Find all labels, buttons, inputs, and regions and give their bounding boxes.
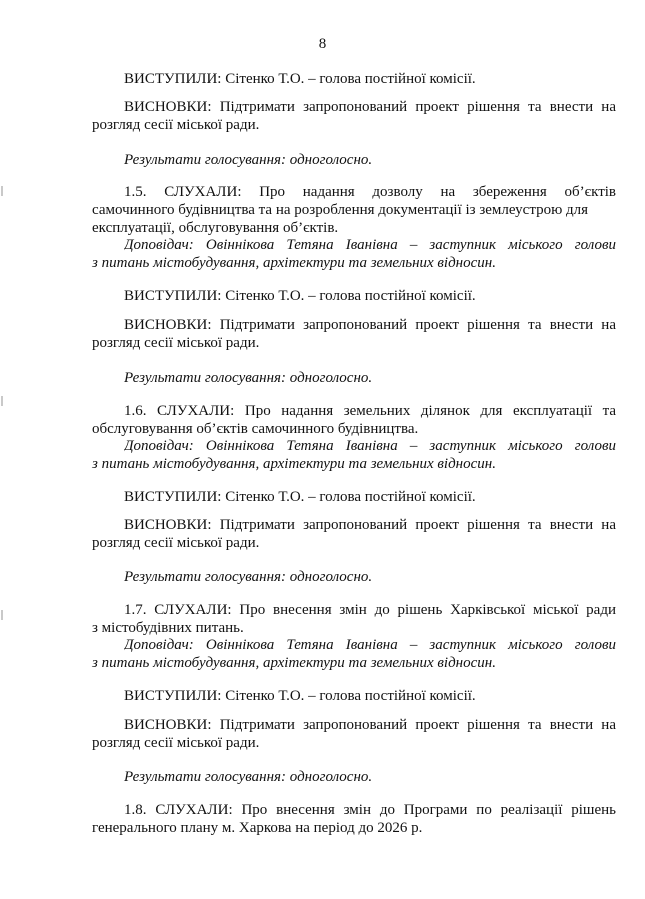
scan-artifact <box>1 396 3 406</box>
speaker-line: з питань містобудування, архітектури та земельних відносин. <box>92 456 496 472</box>
scan-artifact <box>1 610 3 620</box>
heard-line: 1.6. СЛУХАЛИ: Про надання земельних ділянок для експлуатації та <box>124 403 616 419</box>
heard-line: 1.5. СЛУХАЛИ: Про надання дозволу на збереження об’єктів <box>124 184 616 200</box>
heard-line: обслуговування об’єктів самочинного будівництва. <box>92 421 419 437</box>
conclusions-line: розгляд сесії міської ради. <box>92 535 260 551</box>
speaker-line: Доповідач: Овіннікова Тетяна Іванівна – заступник міського голови <box>124 438 616 454</box>
speaker-line: з питань містобудування, архітектури та земельних відносин. <box>92 655 496 671</box>
speakers-line: ВИСТУПИЛИ: Сітенко Т.О. – голова постійної комісії. <box>124 489 476 505</box>
speaker-line: Доповідач: Овіннікова Тетяна Іванівна – заступник міського голови <box>124 237 616 253</box>
heard-line: самочинного будівництва та на розроблення документації із землеустрою для <box>92 202 589 218</box>
speakers-line: ВИСТУПИЛИ: Сітенко Т.О. – голова постійної комісії. <box>124 71 476 87</box>
conclusions-line: ВИСНОВКИ: Підтримати запропонований проект рішення та внести на <box>124 717 616 733</box>
conclusions-line: ВИСНОВКИ: Підтримати запропонований проект рішення та внести на <box>124 99 616 115</box>
voting-results: Результати голосування: одноголосно. <box>124 769 373 785</box>
heard-line: 1.8. СЛУХАЛИ: Про внесення змін до Програми по реалізації рішень <box>124 802 616 818</box>
conclusions-line: ВИСНОВКИ: Підтримати запропонований проект рішення та внести на <box>124 317 616 333</box>
heard-line: з містобудівних питань. <box>92 620 244 636</box>
scan-artifact <box>1 186 3 196</box>
heard-line: генерального плану м. Харкова на період до 2026 р. <box>92 820 423 836</box>
speakers-line: ВИСТУПИЛИ: Сітенко Т.О. – голова постійної комісії. <box>124 688 476 704</box>
conclusions-line: розгляд сесії міської ради. <box>92 117 260 133</box>
speaker-line: Доповідач: Овіннікова Тетяна Іванівна – заступник міського голови <box>124 637 616 653</box>
speakers-line: ВИСТУПИЛИ: Сітенко Т.О. – голова постійної комісії. <box>124 288 476 304</box>
heard-line: 1.7. СЛУХАЛИ: Про внесення змін до рішень Харківської міської ради <box>124 602 616 618</box>
conclusions-line: розгляд сесії міської ради. <box>92 735 260 751</box>
voting-results: Результати голосування: одноголосно. <box>124 569 373 585</box>
heard-line: експлуатації, обслуговування об’єктів. <box>92 220 339 236</box>
voting-results: Результати голосування: одноголосно. <box>124 370 373 386</box>
conclusions-line: розгляд сесії міської ради. <box>92 335 260 351</box>
page-number: 8 <box>318 36 327 52</box>
voting-results: Результати голосування: одноголосно. <box>124 152 373 168</box>
speaker-line: з питань містобудування, архітектури та земельних відносин. <box>92 255 496 271</box>
conclusions-line: ВИСНОВКИ: Підтримати запропонований проект рішення та внести на <box>124 517 616 533</box>
